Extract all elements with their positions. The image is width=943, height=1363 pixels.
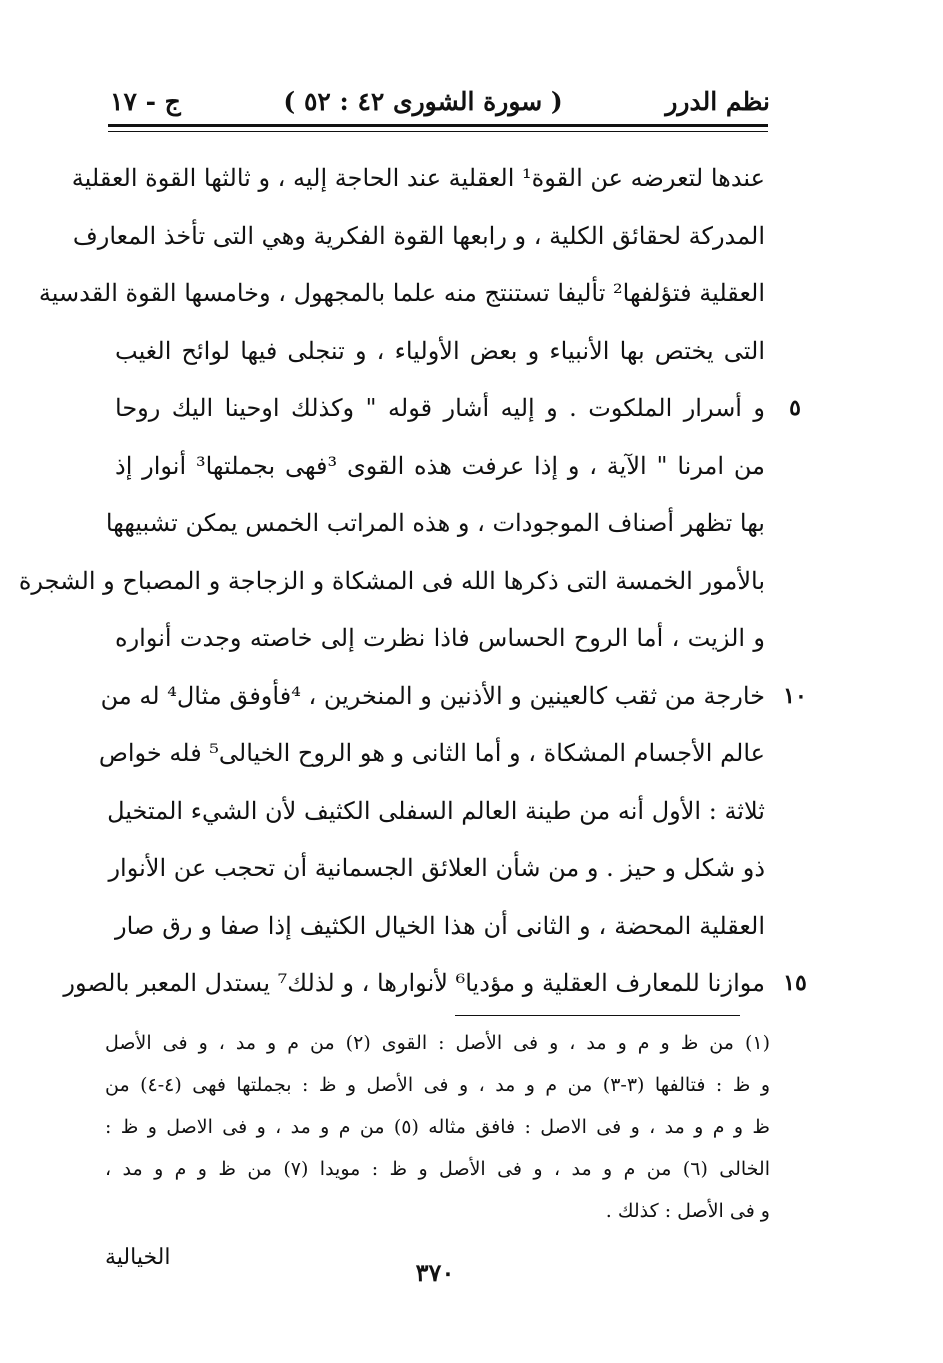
line-text: عالم الأجسام المشكاة ، و أما الثانى و هو الروح الخيالى⁵ فله خواص (98, 739, 765, 767)
line-text: العقلية المحضة ، و الثانى أن هذا الخيال الكثيف إذا صفا و رق صار (115, 911, 765, 940)
footnote-line: و ظ : فتالفها (٣-٣) من م و مد ، و فى الأصل و ظ : بجملتها فهى (٤-٤) من (105, 1074, 771, 1096)
text-line (107, 783, 765, 841)
line-text: عندها لتعرضه عن القوة¹ العقلية عند الحاجة إليه ، و ثالثها القوة العقلية (71, 164, 765, 192)
line-text: ثلاثة : الأول أنه من طينة العالم السفلى الكثيف لأن الشيء المتخيل (107, 796, 765, 825)
footnote-line: و فى الأصل : كذلك . (605, 1200, 770, 1222)
line-number: ١٥ (783, 970, 807, 996)
text-line (115, 438, 765, 496)
page-number: ٣٧٠ (415, 1258, 455, 1287)
line-text: التى يختص بها الأنبياء و بعض الأولياء ، و تنجلى فيها لوائح الغيب (115, 336, 765, 365)
text-line (63, 955, 807, 1013)
text-line (18, 553, 765, 611)
text-line (72, 208, 765, 266)
text-line (108, 840, 765, 898)
line-text: و أسرار الملكوت . و إليه أشار قوله " وكذلك اوحينا اليك روحا (115, 394, 765, 422)
text-line (115, 323, 765, 381)
line-text: المدركة لحقائق الكلية ، و رابعها القوة الفكرية وهي التى تأخذ المعارف (72, 221, 765, 250)
text-line (38, 265, 765, 323)
line-number: ٥ (789, 395, 801, 421)
header-rule (108, 124, 768, 132)
text-line (115, 380, 801, 438)
text-line (115, 610, 765, 668)
main-text (18, 150, 807, 1013)
text-line (115, 898, 765, 956)
line-number: ١٠ (783, 682, 807, 709)
footnote-line: ظ و م و مد ، و فى الاصل : فافق مثاله (٥) من م و مد ، و فى الاصل و ظ : (105, 1116, 770, 1138)
running-header (110, 82, 770, 120)
line-text: العقلية فتؤلفها² تأليفا تستنتج منه علما بالمجهول ، وخامسها القوة القدسية (38, 279, 765, 307)
footnote-separator (455, 1015, 740, 1016)
text-line (100, 668, 807, 726)
book-title: نظم الدرر (665, 86, 770, 116)
text-line (105, 495, 765, 553)
line-text: و الزيت ، أما الروح الحساس فاذا نظرت إلى خاصته وجدت أنواره (115, 624, 766, 652)
line-text: بها تظهر أصناف الموجودات ، و هذه المراتب الخمس يمكن تشبيهها (105, 509, 765, 537)
catchword: الخيالية (105, 1245, 171, 1270)
volume-number: ج - ١٧ (110, 86, 181, 116)
text-line (71, 150, 765, 208)
line-text: من امرنا " الآية ، و إذا عرفت هذه القوى ³فهى بجملتها³ أنوار إذ (115, 451, 765, 480)
footnote-line: (١) من ظ و م و مد ، و فى الأصل : القوى (٢) من م و مد ، و فى الأصل (105, 1032, 771, 1054)
text-line (98, 725, 765, 783)
line-text: بالأمور الخمسة التى ذكرها الله فى المشكاة و الزجاجة و المصباح و الشجرة (18, 566, 765, 595)
footnotes (105, 1022, 770, 1232)
line-text: ذو شكل و حيز . و من شأن العلائق الجسمانية أن تحجب عن الأنوار (108, 854, 765, 882)
line-text: خارجة من ثقب كالعينين و الأذنين و المنخرين ، ⁴فأوفق مثال⁴ له من (100, 681, 765, 710)
footnote-line: الخالى (٦) من م و مد ، و فى الأصل و ظ : مويدا (٧) من ظ و م و مد ، (105, 1158, 770, 1180)
surah-reference: ( سورة الشورى ٤٢ : ٥٢ ) (283, 86, 563, 116)
line-text: موازنا للمعارف العقلية و مؤديا⁶ لأنوارها ، و لذلك⁷ يستدل المعبر بالصور (63, 969, 765, 997)
